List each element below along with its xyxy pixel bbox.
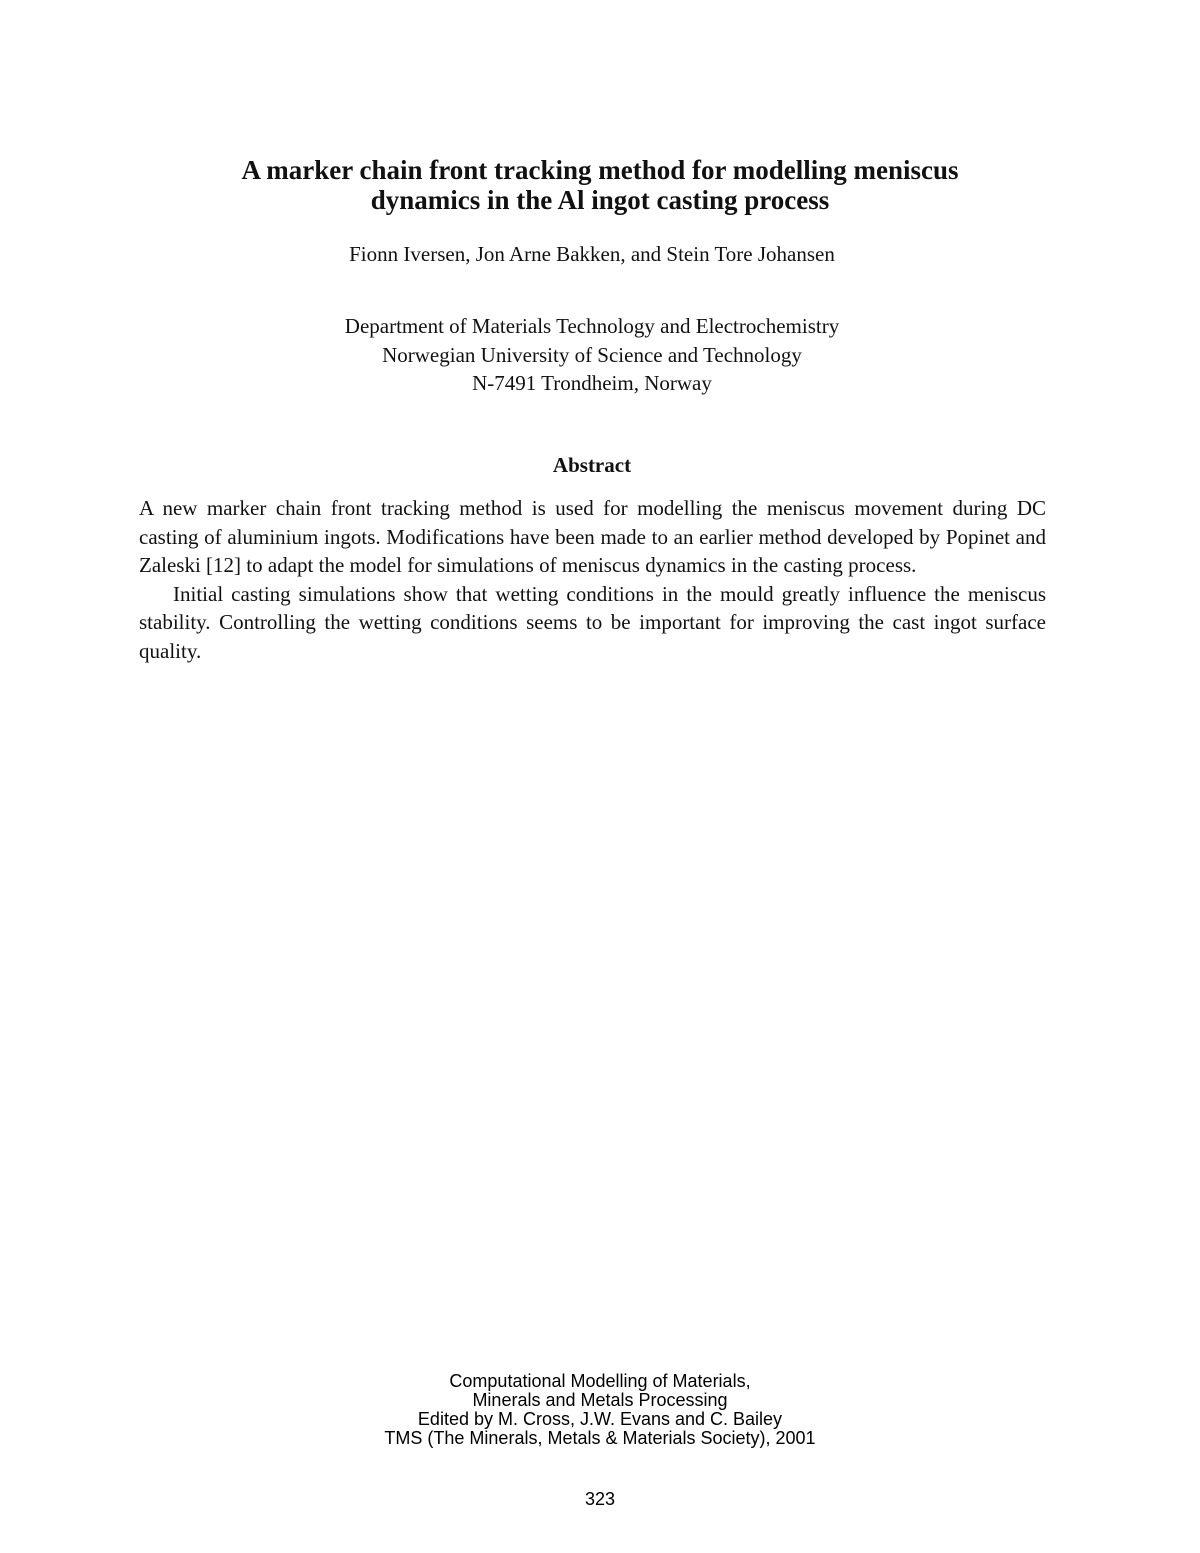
paper-title xyxy=(0,155,1200,215)
publication-footer xyxy=(0,1372,1200,1448)
affiliation-university: Norwegian University of Science and Technology xyxy=(382,342,802,367)
title-line-1: A marker chain front tracking method for modelling meniscus xyxy=(241,155,959,185)
footer-line-4: TMS (The Minerals, Metals & Materials Society), 2001 xyxy=(384,1428,816,1448)
author-list: Fionn Iversen, Jon Arne Bakken, and Stein Tore Johansen xyxy=(349,242,835,266)
footer-line-1: Computational Modelling of Materials, xyxy=(449,1371,751,1391)
abstract-paragraph-2: Initial casting simulations show that wetting conditions in the mould greatly influence the meniscus stability. Controlling the wetting conditions seems to be important for improving the cast ingot surface quality. xyxy=(139,581,1046,663)
abstract-heading: Abstract xyxy=(552,453,632,477)
abstract-body xyxy=(139,494,1046,665)
page-number: 323 xyxy=(584,1489,616,1509)
abstract-paragraph-1: A new marker chain front tracking method is used for modelling the meniscus movement during DC casting of aluminium ingots. Modifications have been made to an earlier method developed by Popinet and Zaleski [12] to adapt the model for simulations of meniscus dynamics in the casting process. xyxy=(139,496,1046,577)
title-line-2: dynamics in the Al ingot casting process xyxy=(370,185,830,215)
affiliation-department: Department of Materials Technology and Electrochemistry xyxy=(344,314,840,338)
footer-line-3: Edited by M. Cross, J.W. Evans and C. Bailey xyxy=(417,1409,783,1429)
footer-line-2: Minerals and Metals Processing xyxy=(472,1390,728,1410)
affiliation-block xyxy=(0,312,1184,398)
affiliation-address: N-7491 Trondheim, Norway xyxy=(472,371,712,395)
